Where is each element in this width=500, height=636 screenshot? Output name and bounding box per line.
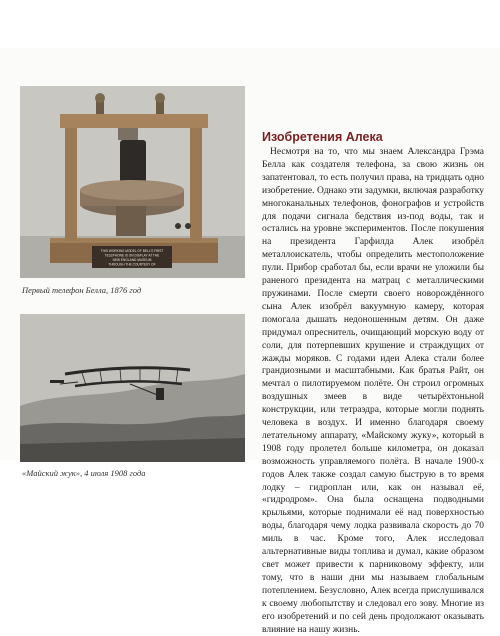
book-page [0,48,500,635]
plaque-line: TELEPHONE IS ON DISPLAY AT THE [104,253,160,258]
article-heading: Изобретения Алека [262,130,383,144]
figure-caption: Первый телефон Белла, 1876 год [22,285,142,295]
plaque-line: NEW ENGLAND MUSEUM [112,258,152,262]
telephone-photo [20,86,245,278]
figure-caption: «Майский жук», 4 июля 1908 года [22,468,146,478]
telephone-illustration [20,86,245,278]
article-body: Несмотря на то, что мы знаем Александра Грэма Белла как создателя телефона, за свою жизнь он запатентовал, то есть получил права, на тридцать одно изобретение. Однако эти задумки, включая разработку многоканальных телефонов, фонографов и устройств для подачи сигнала бедствия из-под воды, так и остались на уровне экспериментов. После покушения на президента Гарфилда Алек изобрёл металлоискатель, чтобы определить местоположение пули. Прибор сработал бы, если врачи не уложили бы раненого президента на матрац с металлическими пружинами. После смерти своего новорождённого сына Алек изобрёл вакуумную камеру, которая помогала дышать недоношенным детям. Он даже придумал опреснитель, очищающий морскую воду от соли, для потерпевших крушение и страждущих от жажды моряков. С годами идеи Алека стали более грандиозными и масштабными. Как братья Райт, он мечтал о пилотируемом полёте. Он строил огромных воздушных змеев в виде четырёхтоньной конструкции, или тетраэдра, которые могли поднять человека в воздух. И именно благодаря своему летательному аппарату, «Майскому жуку», который в 1908 году пролетел больше километра, он доказал возможность управляемого полёта. В начале 1900-х годов Алек также создал самую быструю в то время лодку – гидроплан или, как он называл её, «гидродром». Она была оснащена подводными крыльями, которые поднимали её над поверхностью воды, благодаря чему лодка развивала скорость до 70 миль в час. Кроме того, Алек исследовал альтернативные виды топлива и думал, какие образом свет может привести к парниковому эффекту, или тому, что в наши дни мы называем глобальным потеплением. Безусловно, Алек всегда прислушивался к своему любопытству и следовал его зову. Многие из его изобретений и по сей день продолжают оказывать влияние на нашу жизнь. [262,147,484,635]
aircraft-illustration [20,314,245,462]
plaque-line: THIS WORKING MODEL OF BELL'S FIRST [100,249,164,253]
plaque-line: THROUGH THE COURTESY OF [108,262,156,267]
aircraft-photo [20,314,245,462]
